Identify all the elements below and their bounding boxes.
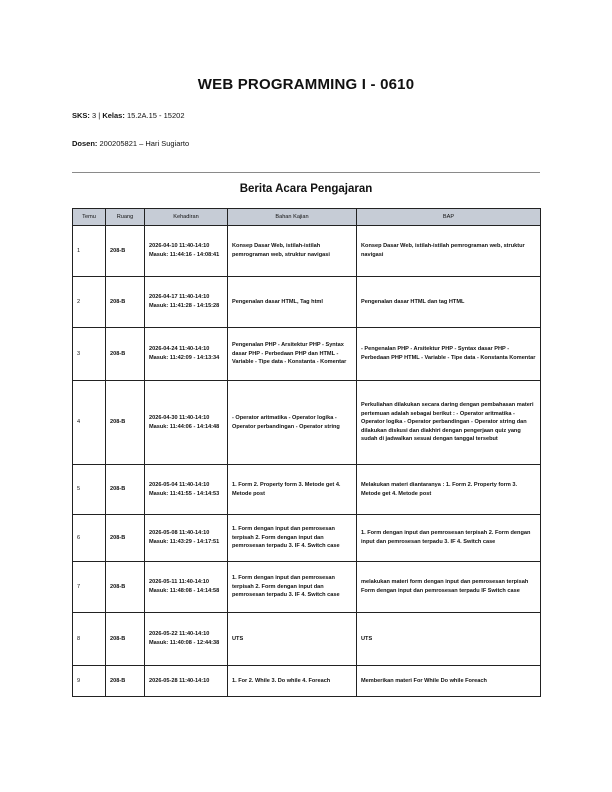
- cell-kehadiran: 2026-05-22 11:40-14:10 Masuk: 11:40:08 - 12:44:38: [145, 613, 228, 666]
- cell-bap: Perkuliahan dilakukan secara daring dengan pembahasan materi pertemuan adalah sebagai berikut : - Operator aritmatika - Operator logika - Operator perbandingan - Operator string dan dilakukan diskusi dan diakhiri dengan pengerjaan quiz yang sudah di jadwalkan sesuai dengan tanggal tersebut: [357, 381, 541, 465]
- table-row: [73, 613, 541, 666]
- cell-temu: 9: [73, 666, 106, 697]
- divider: [72, 172, 540, 173]
- course-info: [72, 111, 184, 120]
- cell-ruang: 208-B: [106, 666, 145, 697]
- cell-temu: 3: [73, 328, 106, 381]
- cell-temu: 2: [73, 277, 106, 328]
- cell-bahan-kajian: Pengenalan PHP - Arsitektur PHP - Syntax dasar PHP - Perbedaan PHP dan HTML - Variable - Tipe data - Konstanta - Komentar: [228, 328, 357, 381]
- table-header-row: [73, 209, 541, 226]
- column-header-temu: Temu: [73, 209, 106, 226]
- cell-bap: melakukan materi form dengan input dan pemrosesan terpisah Form dengan input dan pemrosesan terpadu IF Switch case: [357, 562, 541, 613]
- cell-temu: 7: [73, 562, 106, 613]
- table-row: [73, 277, 541, 328]
- cell-ruang: 208-B: [106, 226, 145, 277]
- table-row: [73, 381, 541, 465]
- cell-bap: Konsep Dasar Web, istilah-istilah pemrograman web, struktur navigasi: [357, 226, 541, 277]
- table-row: [73, 666, 541, 697]
- cell-ruang: 208-B: [106, 381, 145, 465]
- kelas-label: Kelas:: [102, 111, 125, 120]
- cell-temu: 1: [73, 226, 106, 277]
- column-header-bap: BAP: [357, 209, 541, 226]
- column-header-kehadiran: Kehadiran: [145, 209, 228, 226]
- dosen-value: 200205821 – Hari Sugiarto: [99, 139, 190, 148]
- cell-bap: 1. Form dengan input dan pemrosesan terpisah 2. Form dengan input dan pemrosesan terpadu 3. IF 4. Switch case: [357, 515, 541, 562]
- sks-value: 3: [92, 111, 97, 120]
- cell-bahan-kajian: UTS: [228, 613, 357, 666]
- cell-ruang: 208-B: [106, 613, 145, 666]
- cell-bahan-kajian: 1. Form 2. Property form 3. Metode get 4. Metode post: [228, 465, 357, 515]
- cell-bap: UTS: [357, 613, 541, 666]
- cell-ruang: 208-B: [106, 562, 145, 613]
- cell-kehadiran: 2026-04-30 11:40-14:10 Masuk: 11:44:06 - 14:14:48: [145, 381, 228, 465]
- cell-bahan-kajian: - Operator aritmatika - Operator logika - Operator perbandingan - Operator string: [228, 381, 357, 465]
- page-title: WEB PROGRAMMING I - 0610: [197, 76, 415, 93]
- cell-kehadiran: 2026-05-08 11:40-14:10 Masuk: 11:43:29 - 14:17:51: [145, 515, 228, 562]
- table-row: [73, 328, 541, 381]
- cell-kehadiran: 2026-05-11 11:40-14:10 Masuk: 11:48:08 - 14:14:58: [145, 562, 228, 613]
- table-row: [73, 515, 541, 562]
- table-row: [73, 562, 541, 613]
- cell-bahan-kajian: 1. For 2. While 3. Do while 4. Foreach: [228, 666, 357, 697]
- cell-kehadiran: 2026-05-28 11:40-14:10: [145, 666, 228, 697]
- cell-kehadiran: 2026-04-10 11:40-14:10 Masuk: 11:44:16 - 14:08:41: [145, 226, 228, 277]
- cell-bap: Pengenalan dasar HTML dan tag HTML: [357, 277, 541, 328]
- bap-table: [72, 208, 541, 697]
- cell-ruang: 208-B: [106, 277, 145, 328]
- cell-bap: Memberikan materi For While Do while Foreach: [357, 666, 541, 697]
- cell-bap: Melakukan materi diantaranya : 1. Form 2. Property form 3. Metode get 4. Metode post: [357, 465, 541, 515]
- separator: |: [98, 111, 103, 120]
- sks-label: SKS:: [72, 111, 90, 120]
- table-row: [73, 226, 541, 277]
- cell-kehadiran: 2026-05-04 11:40-14:10 Masuk: 11:41:55 - 14:14:53: [145, 465, 228, 515]
- cell-bap: - Pengenalan PHP - Arsitektur PHP - Syntax dasar PHP - Perbedaan PHP HTML - Variable - Tipe data - Konstanta Komentar: [357, 328, 541, 381]
- lecturer-info: [72, 139, 189, 148]
- kelas-value: 15.2A.15 - 15202: [126, 111, 185, 120]
- cell-bahan-kajian: Konsep Dasar Web, istilah-istilah pemrograman web, struktur navigasi: [228, 226, 357, 277]
- cell-ruang: 208-B: [106, 515, 145, 562]
- cell-temu: 8: [73, 613, 106, 666]
- section-title: Berita Acara Pengajaran: [239, 183, 373, 195]
- cell-ruang: 208-B: [106, 328, 145, 381]
- cell-bahan-kajian: 1. Form dengan input dan pemrosesan terpisah 2. Form dengan input dan pemrosesan terpadu 3. IF 4. Switch case: [228, 562, 357, 613]
- cell-kehadiran: 2026-04-24 11:40-14:10 Masuk: 11:42:09 - 14:13:34: [145, 328, 228, 381]
- column-header-bahan-kajian: Bahan Kajian: [228, 209, 357, 226]
- cell-kehadiran: 2026-04-17 11:40-14:10 Masuk: 11:41:28 - 14:15:28: [145, 277, 228, 328]
- table-row: [73, 465, 541, 515]
- cell-bahan-kajian: 1. Form dengan input dan pemrosesan terpisah 2. Form dengan input dan pemrosesan terpadu 3. IF 4. Switch case: [228, 515, 357, 562]
- cell-temu: 4: [73, 381, 106, 465]
- dosen-label: Dosen:: [72, 139, 98, 148]
- column-header-ruang: Ruang: [106, 209, 145, 226]
- cell-temu: 6: [73, 515, 106, 562]
- cell-ruang: 208-B: [106, 465, 145, 515]
- cell-bahan-kajian: Pengenalan dasar HTML, Tag html: [228, 277, 357, 328]
- cell-temu: 5: [73, 465, 106, 515]
